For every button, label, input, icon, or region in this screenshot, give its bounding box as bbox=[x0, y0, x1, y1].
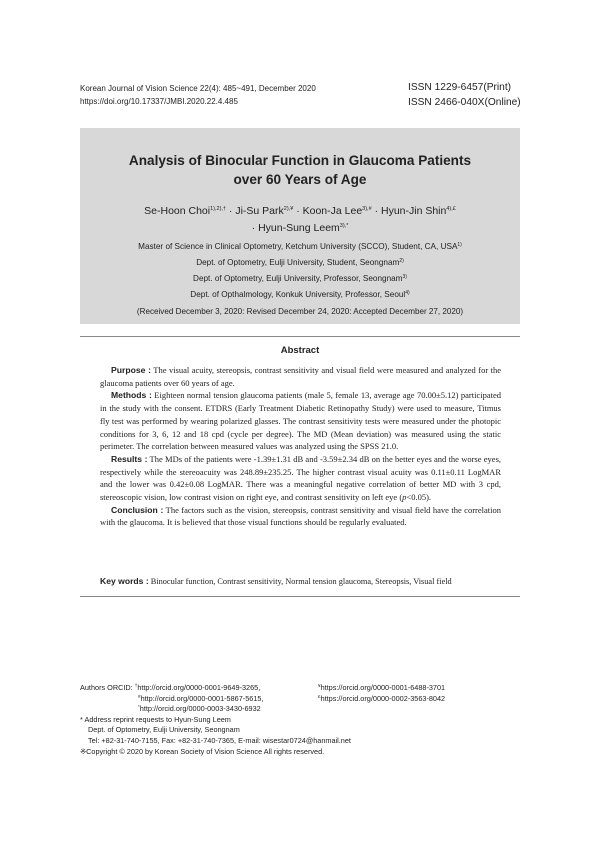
paper-title: Analysis of Binocular Function in Glaucoma Patients over 60 Years of Age bbox=[128, 153, 472, 187]
abstract-body bbox=[100, 364, 501, 529]
author-name: Se-Hoon Choi bbox=[144, 205, 211, 217]
orcid-label: Authors ORCID: bbox=[80, 683, 135, 692]
affiliation-item: Dept. of Optometry, Eulji University, Professor, Seongnam$^{3)}$ bbox=[193, 274, 407, 283]
affiliation-item: Master of Science in Clinical Optometry, Ketchum University (SCCO), Student, CA, USA$^{1)}$ bbox=[138, 242, 462, 251]
doi-link[interactable]: https://doi.org/10.17337/JMBI.2020.22.4.485 bbox=[80, 97, 238, 106]
reprint-request: * Address reprint requests to Hyun-Sung Leem bbox=[80, 714, 231, 724]
abstract-purpose: Purpose : The visual acuity, stereopsis, contrast sensitivity and visual field were measured and analyzed for the glaucoma patients over 60 years of age. bbox=[100, 365, 501, 388]
author-separator: · bbox=[251, 222, 256, 234]
orcid-link[interactable]: https://orcid.org/0000-0001-6488-3701 bbox=[320, 683, 446, 692]
orcid-link[interactable]: https://orcid.org/0000-0002-3563-8042 bbox=[320, 693, 446, 703]
orcid-link[interactable]: http://orcid.org/0000-0001-9649-3265, bbox=[137, 683, 261, 692]
author-list bbox=[80, 203, 520, 237]
keywords bbox=[100, 576, 510, 586]
author-name: Ji-Su Park bbox=[235, 205, 284, 217]
abstract-conclusion: Conclusion : The factors such as the vision, stereopsis, contrast sensitivity and visual field have the correlation with the glaucoma. It is believed that those visual functions should be regularly evaluated. bbox=[100, 504, 501, 528]
issn-print: ISSN 1229-6457(Print) bbox=[408, 82, 512, 93]
orcid-link[interactable]: http://orcid.org/0000-0003-3430-6932 bbox=[139, 704, 261, 714]
affiliation-list bbox=[80, 239, 520, 303]
journal-citation: Korean Journal of Vision Science 22(4): 485~491, December 2020 bbox=[80, 84, 316, 93]
abstract-methods: Methods : Eighteen normal tension glaucoma patients (male 5, female 13, average age 70.00±5.12) participated in the study with the consent. ETDRS (Early Treatment Diabetic Retinopathy Study) were used to measure, Titmus fly test was performed by wearing polarized glasses. The contrast sensitivity tests were measured under the photopic conditions for 3, 6, 12 and 18 cpd (cycle per degree). The MD (Mean deviation) was measured using the static perimeter. The correlation between measured values was analyzed using the SPSS 21.0. bbox=[100, 390, 501, 452]
author-mark: 4),£ bbox=[446, 206, 456, 212]
author-separator: · bbox=[296, 205, 300, 217]
journal-header bbox=[80, 82, 316, 108]
author-mark: 1),2),† bbox=[210, 206, 226, 212]
orcid-row: #http://orcid.org/0000-0001-5867-5615, £https://orcid.org/0000-0002-3563-8042 bbox=[138, 693, 446, 703]
footnotes bbox=[80, 683, 510, 757]
author-name: Koon-Ja Lee bbox=[302, 205, 363, 217]
abstract-top-rule bbox=[80, 336, 520, 337]
abstract-heading: Abstract bbox=[280, 345, 320, 356]
author-mark: 3),* bbox=[339, 223, 349, 229]
orcid-row: Authors ORCID: †http://orcid.org/0000-0001-9649-3265, ¥https://orcid.org/0000-0001-6488-3701 bbox=[80, 683, 446, 692]
orcid-row: *http://orcid.org/0000-0003-3430-6932 bbox=[138, 704, 261, 714]
author-separator: · bbox=[228, 205, 233, 217]
issn-block bbox=[408, 80, 521, 110]
affiliation-item: Dept. of Optometry, Eulji University, Student, Seongnam$^{2)}$ bbox=[196, 258, 404, 267]
affiliation-item: Dept. of Opthalmology, Konkuk University, Professor, Seoul$^{4)}$ bbox=[190, 290, 410, 299]
reprint-contact: Tel: +82-31-740-7155, Fax: +82-31-740-7365, E-mail: wisestar0724@hanmail.net bbox=[88, 735, 351, 745]
title-box bbox=[80, 128, 520, 324]
author-mark: 2),¥ bbox=[283, 206, 294, 212]
keywords-label: Key words : bbox=[100, 576, 149, 586]
author-separator: · bbox=[374, 205, 379, 217]
received-dates: (Received December 3, 2020: Revised December 24, 2020: Accepted December 27, 2020) bbox=[136, 307, 464, 316]
keywords-text: Binocular function, Contrast sensitivity, Normal tension glaucoma, Stereopsis, Visual field bbox=[148, 577, 452, 586]
author-mark: 3),# bbox=[362, 206, 372, 212]
copyright-notice: ※Copyright © 2020 by Korean Society of Vision Science All rights reserved. bbox=[80, 746, 325, 756]
abstract-bottom-rule bbox=[80, 596, 520, 597]
author-name: Hyun-Jin Shin bbox=[380, 205, 447, 217]
orcid-link[interactable]: http://orcid.org/0000-0001-5867-5615, bbox=[140, 693, 264, 703]
author-name: Hyun-Sung Leem bbox=[258, 222, 340, 234]
reprint-address: Dept. of Optometry, Eulji University, Seongnam bbox=[88, 725, 240, 735]
issn-online: ISSN 2466-040X(Online) bbox=[408, 97, 521, 108]
abstract-results: Results : The MDs of the patients were -1.39±1.31 dB and -3.59±2.34 dB on the better eyes and the worse eyes, respectively while the stereoacuity was 248.89±235.25. The higher contrast visual acuity was 0.11±0.11 LogMAR and the lower was 0.42±0.08 LogMAR. There was a meaningful negative correlation of better MD with 3 cpd, stereoscopic vision, low contrast vision on right eye, and contrast sensitivity on left eye (p<0.05). bbox=[100, 453, 502, 503]
